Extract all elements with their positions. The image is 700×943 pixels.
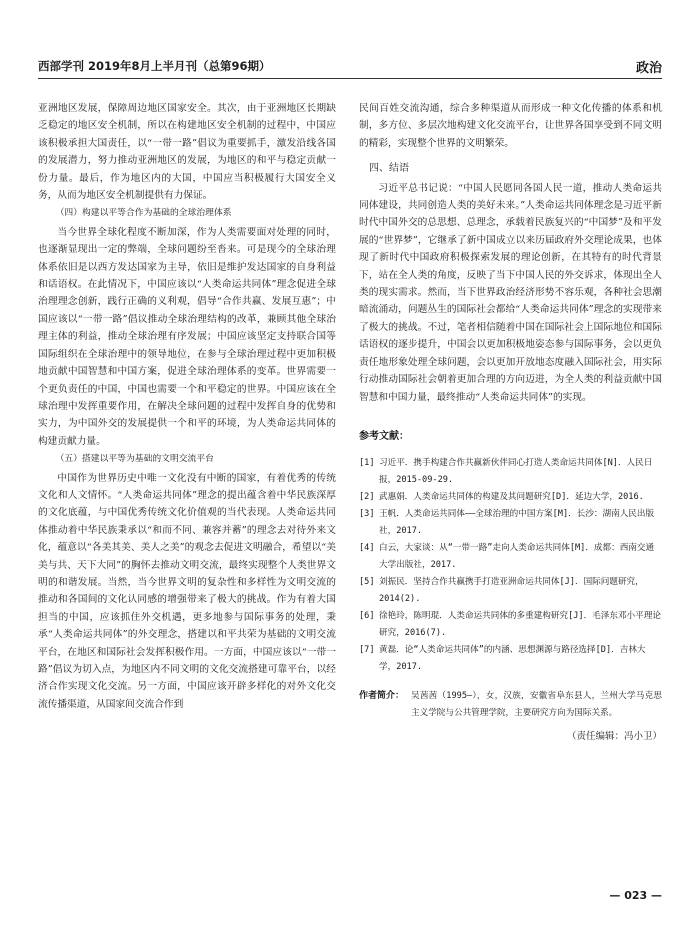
reference-number: [3]	[359, 509, 375, 520]
reference-number: [7]	[359, 645, 375, 656]
reference-item	[359, 574, 662, 608]
reference-text: 黄磊．论“人类命运共同体”的内涵、思想渊源与路径选择[D]．吉林大学，2017.	[379, 645, 646, 673]
reference-text: 王帆．人类命运共同体——全球治理的中国方案[M]．长沙：湖南人民出版社，2017.	[379, 509, 655, 537]
reference-item	[359, 540, 662, 574]
reference-item	[359, 489, 662, 506]
subheading: （四）构建以平等合作为基础的全球治理体系	[55, 208, 232, 219]
paragraph: 习近平总书记说：“中国人民愿同各国人民一道，推动人类命运共同体建设，共同创造人类的美好未来。”人类命运共同体理念是习近平新时代中国外交的总思想、总理念，承载着民族复兴的“中国梦”及和平发展的“世界梦”，它继承了新中国成立以来历届政府外交理论成果，也体现了新时代中国政府积极探索发展的理论创新，在其特有的时代背景下，站在全人类的角度，反映了当下中国人民的外交诉求，体现出全人类的现实需求。然而，当下世界政治经济形势不容乐观，各种社会思潮暗流涌动，问题丛生的国际社会都给“人类命运共同体”理念的实现带来了极大的挑战。不过，笔者相信随着中国在国际社会上国际地位和国际话语权的逐步提升，中国会以更加积极地姿态参与国际事务，会以更负责任地形象处理全球问题，会以更加开放地态度融入国际社会，用实际行动推动国际社会朝着更加合理的方向迈进，为全人类的利益贡献中国智慧和中国力量，最终推动“人类命运共同体”的实现。	[359, 182, 662, 403]
references-list	[359, 455, 662, 676]
reference-text: 武惠娟．人类命运共同体的构建及其问题研究[D]．延边大学，2016.	[379, 492, 644, 503]
reference-text: 刘振民．坚持合作共赢携手打造亚洲命运共同体[J]．国际问题研究，2014(2).	[379, 577, 644, 605]
author-bio	[359, 688, 662, 722]
section-heading: 四、结语	[369, 163, 409, 175]
journal-title: 西部学刊 2019年8月上半月刊（总第96期）	[38, 59, 271, 73]
paragraph: 当今世界全球化程度不断加深，作为人类需要面对处理的同时，也逐渐显现出一定的弊端，全球问题纷至沓来。可是现今的全球治理体系依旧是以西方发达国家为主导，依旧是维护发达国家的自身利益和话语权。在此情况下，中国应该以“人类命运共同体”理念促进全球治理理念创新，践行正确的义利观，倡导“合作共赢、发展互惠”；中国应该以“一带一路”倡议推动全球治理结构的改革，兼顾其他全球治理主体的利益，推动全球治理有序发展；中国应该坚定支持联合国等国际组织在全球治理中的领导地位，在参与全球治理过程中更加积极地贡献中国智慧和中国方案，促进全球治理体系的变革。世界需要一个更负责任的中国，中国也需要一个和平稳定的世界。中国应该在全球治理中发挥重要作用，在解决全球问题的过程中发挥自身的优势和实力，为中国外交的发展提供一个和平的环境，为人类命运共同体的构建贡献力量。	[38, 226, 336, 447]
reference-text: 徐艳玲，陈明琨．人类命运共同体的多重建构研究[J]．毛泽东邓小平理论研究，2016(7).	[379, 611, 661, 639]
author-text: 吴茜茜（1995—），女，汉族，安徽省阜东县人，兰州大学马克思主义学院与公共管理学院，主要研究方向为国际关系。	[411, 691, 662, 719]
references-title: 参考文献：	[359, 430, 409, 442]
paragraph: 中国作为世界历史中唯一文化没有中断的国家，有着优秀的传统文化和人文情怀。“人类命运共同体”理念的提出蕴含着中华民族深厚的文化底蕴，与中国优秀传统文化价值观的当代表现。人类命运共同体推动着中华民族秉承以“和而不同、兼容并蓄”的理念去对待外来文化，蕴意以“各美其美、美人之美”的观念去促进文明融合，希望以“美美与共、天下大同”的胸怀去推动文明交流，最终实现整个人类世界文明的和谐发展。当然，当今世界文明的复杂性和多样性为文明交流的推动和各国间的文化认同感的增强带来了极大的挑战。作为有着大国担当的中国，应该抓住外交机遇，更多地参与国际事务的处理，秉承“人类命运共同体”的外交理念，搭建以和平共荣为基础的文明交流平台，在地区和国际社会发挥积极作用。一方面，中国应该以“一带一路”倡议为切入点，为地区内不同文明的文化交流搭建可靠平台，以经济合作实现文化交流。另一方面，中国应该开辟多样化的对外文化交流传播渠道，从国家间交流合作到	[38, 472, 336, 710]
responsible-editor: （责任编辑：冯小卫）	[566, 731, 662, 743]
reference-text: 习近平．携手构建合作共赢新伙伴同心打造人类命运共同体[N]．人民日报，2015-09-29.	[379, 458, 653, 486]
page-number: — 023 —	[609, 889, 662, 902]
reference-number: [4]	[359, 543, 375, 554]
reference-item	[359, 506, 662, 540]
author-label: 作者简介：	[359, 691, 405, 702]
paragraph: 亚洲地区发展，保障周边地区国家安全。其次，由于亚洲地区长期缺乏稳定的地区安全机制，所以在构建地区安全机制的过程中，中国应该积极承担大国责任，以“一带一路”倡议为重要抓手，激发沿线各国的发展潜力，努力推动亚洲地区的发展，为地区的和平与稳定贡献一份力量。最后，作为地区内的大国，中国应当积极履行大国安全义务，从而为地区安全机制提供有力保证。	[38, 103, 336, 202]
page-header	[38, 56, 662, 79]
reference-number: [2]	[359, 492, 375, 503]
reference-number: [5]	[359, 577, 375, 588]
subheading: （五）搭建以平等为基础的文明交流平台	[55, 454, 214, 465]
reference-item	[359, 608, 662, 642]
reference-item	[359, 642, 662, 676]
reference-number: [1]	[359, 458, 375, 469]
reference-item	[359, 455, 662, 489]
paragraph: 民间百姓交流沟通，综合多种渠道从而形成一种文化传播的体系和机制，多方位、多层次地构建文化交流平台，让世界各国享受到不同文明的精彩，实现整个世界的文明繁荣。	[359, 103, 662, 149]
reference-number: [6]	[359, 611, 375, 622]
right-column	[359, 100, 662, 746]
section-name: 政治	[635, 61, 662, 76]
left-column	[38, 100, 336, 713]
reference-text: 白云，大家谈：从“一带一路”走向人类命运共同体[M]．成都：西南交通大学出版社，2017.	[379, 543, 655, 571]
